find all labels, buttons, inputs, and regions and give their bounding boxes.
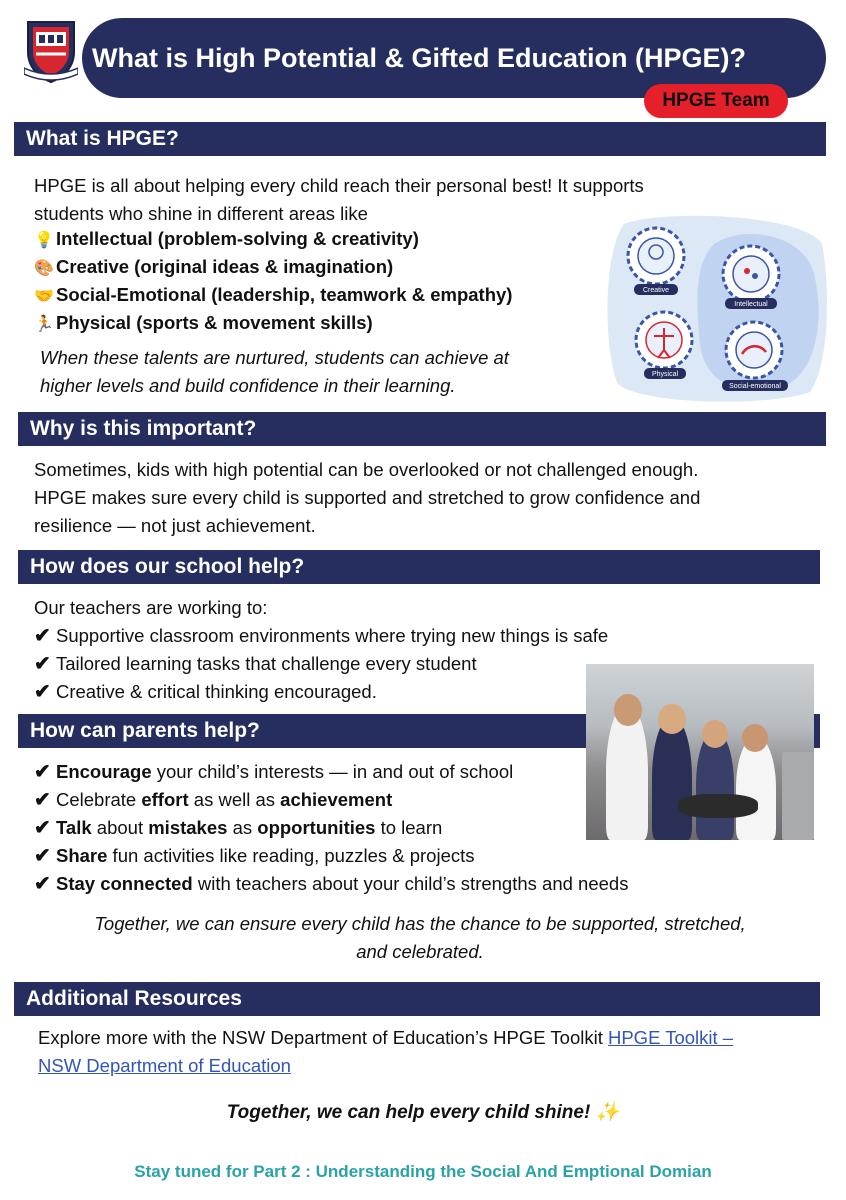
check-icon: ✔ <box>34 817 51 839</box>
quote-line1: When these talents are nurtured, students can achieve at <box>40 347 509 368</box>
bold-text: Share <box>56 845 108 866</box>
closing-line2: and celebrated. <box>356 941 484 962</box>
section-heading-resources: Additional Resources <box>14 982 820 1016</box>
bold-text: Stay connected <box>56 873 193 894</box>
area-label: Creative (original ideas & imagination) <box>56 256 394 277</box>
parents-list <box>34 758 794 898</box>
parents-closing <box>20 910 820 966</box>
areas-list <box>34 225 604 337</box>
list-item-text: Supportive classroom environments where trying new things is safe <box>56 625 609 646</box>
what-quote <box>40 344 600 400</box>
closing-line1: Together, we can ensure every child has the chance to be supported, stretched, <box>94 913 746 934</box>
list-item <box>34 786 794 814</box>
bold-text: mistakes <box>148 817 228 838</box>
list-item-text: Celebrate <box>56 789 142 810</box>
section-heading-parents: How can parents help? <box>18 714 820 748</box>
list-item-text: Tailored learning tasks that challenge every student <box>56 653 477 674</box>
check-icon: ✔ <box>34 681 51 703</box>
bold-text: Talk <box>56 817 92 838</box>
physical-gear-icon <box>636 312 692 368</box>
area-label: Intellectual (problem-solving & creativity) <box>56 228 419 249</box>
resources-intro: Explore more with the NSW Department of Education’s HPGE Toolkit <box>38 1027 608 1048</box>
page-title: What is High Potential & Gifted Education (HPGE)? <box>82 18 826 98</box>
section-heading-why: Why is this important? <box>18 412 826 446</box>
sparkle-icon: ✨ <box>595 1102 620 1123</box>
section-heading-school: How does our school help? <box>18 550 820 584</box>
why-line1: Sometimes, kids with high potential can be overlooked or not challenged enough. <box>34 459 699 480</box>
list-item-text: with teachers about your child’s strengths and needs <box>192 873 629 894</box>
section-heading-what: What is HPGE? <box>14 122 826 156</box>
why-line3: resilience — not just achievement. <box>34 515 316 536</box>
bold-text: achievement <box>280 789 393 810</box>
social-gear-icon <box>726 322 782 378</box>
part2-notice: Stay tuned for Part 2 : Understanding the Social And Emptional Domian <box>134 1162 712 1181</box>
list-item-text: as well as <box>188 789 281 810</box>
handshake-icon: 🤝 <box>34 288 54 305</box>
graphic-label-intellectual: Intellectual <box>734 301 768 308</box>
list-item <box>34 842 794 870</box>
hpge-domains-graphic <box>604 214 830 404</box>
intellectual-gear-icon <box>723 246 779 302</box>
school-intro: Our teachers are working to: <box>34 597 268 618</box>
hpge-toolkit-link-continued[interactable]: NSW Department of Education <box>38 1055 291 1076</box>
bold-text: Encourage <box>56 761 152 782</box>
list-item-text: your child’s interests — in and out of school <box>151 761 514 782</box>
check-icon: ✔ <box>34 625 51 647</box>
check-icon: ✔ <box>34 845 51 867</box>
graphic-label-creative: Creative <box>642 287 670 294</box>
runner-icon: 🏃 <box>34 316 54 333</box>
bold-text: opportunities <box>257 817 376 838</box>
list-item-text: about <box>91 817 149 838</box>
list-item <box>34 814 794 842</box>
graphic-label-physical: Physical <box>651 371 679 378</box>
area-item <box>34 281 604 309</box>
why-text <box>34 456 824 540</box>
bold-text: effort <box>141 789 189 810</box>
creative-gear-icon <box>628 228 684 284</box>
tagline-text: Together, we can help every child shine! <box>226 1102 591 1123</box>
area-label: Physical (sports & movement skills) <box>56 312 373 333</box>
check-icon: ✔ <box>34 789 51 811</box>
hpge-toolkit-link[interactable]: HPGE Toolkit – <box>607 1027 734 1048</box>
area-item <box>34 253 604 281</box>
list-item-text: fun activities like reading, puzzles & projects <box>107 845 475 866</box>
resources-text <box>38 1024 798 1080</box>
list-item <box>34 758 794 786</box>
what-intro-line2: students who shine in different areas like <box>34 203 368 224</box>
school-crest-logo <box>24 18 78 84</box>
check-icon: ✔ <box>34 873 51 895</box>
quote-line2: higher levels and build confidence in their learning. <box>40 375 456 396</box>
check-icon: ✔ <box>34 653 51 675</box>
list-item <box>34 870 794 898</box>
what-intro-line1: HPGE is all about helping every child reach their personal best! It supports <box>34 175 644 196</box>
graphic-label-social: Social-emotional <box>729 383 781 390</box>
list-item <box>34 622 734 650</box>
area-item <box>34 225 604 253</box>
palette-icon: 🎨 <box>34 260 54 277</box>
list-item-text: Creative & critical thinking encouraged. <box>56 681 377 702</box>
area-label: Social-Emotional (leadership, teamwork & empathy) <box>56 284 513 305</box>
list-item-text: to learn <box>375 817 443 838</box>
why-line2: HPGE makes sure every child is supported and stretched to grow confidence and <box>34 487 701 508</box>
team-badge: HPGE Team <box>644 84 788 118</box>
area-item <box>34 309 604 337</box>
list-item-text: as <box>227 817 258 838</box>
footer-tagline <box>0 1100 846 1124</box>
lightbulb-icon: 💡 <box>34 232 54 249</box>
check-icon: ✔ <box>34 761 51 783</box>
